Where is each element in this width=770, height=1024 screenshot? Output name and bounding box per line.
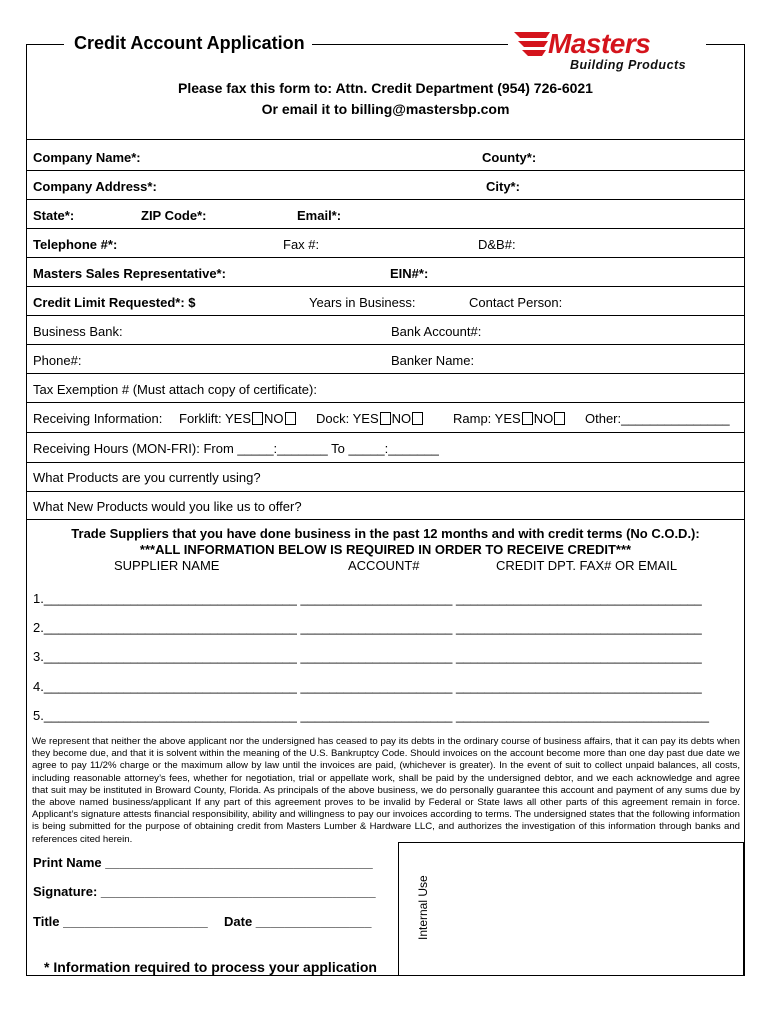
company-address-field[interactable]: Company Address*: <box>33 179 157 194</box>
row-divider <box>26 228 745 229</box>
supplier-row[interactable]: 1.___________________________________ _____________________ __________________________________ <box>33 591 702 606</box>
masters-logo <box>512 28 702 74</box>
credit-contact-header: CREDIT DPT. FAX# OR EMAIL <box>496 558 678 573</box>
internal-use-box <box>398 842 744 976</box>
print-name-field[interactable]: Print Name _____________________________________ <box>33 855 373 870</box>
dock-no-label: NO <box>391 411 412 426</box>
business-bank-field[interactable]: Business Bank: <box>33 324 123 339</box>
receiving-info-label: Receiving Information: <box>33 411 163 426</box>
required-footnote: * Information required to process your application <box>44 959 377 975</box>
receiving-hours-field[interactable]: Receiving Hours (MON-FRI): From _____:_______ To _____:_______ <box>33 441 439 456</box>
date-field[interactable]: Date ________________ <box>224 914 372 929</box>
years-in-business-field[interactable]: Years in Business: <box>309 295 416 310</box>
zip-field[interactable]: ZIP Code*: <box>141 208 207 223</box>
suppliers-required-note: ***ALL INFORMATION BELOW IS REQUIRED IN ORDER TO RECEIVE CREDIT*** <box>139 542 632 557</box>
sales-rep-field[interactable]: Masters Sales Representative*: <box>33 266 226 281</box>
phone-field[interactable]: Phone#: <box>33 353 82 368</box>
row-divider <box>26 491 745 492</box>
ramp-yes-checkbox[interactable] <box>522 412 533 425</box>
dock-option <box>316 411 424 426</box>
row-divider <box>26 519 745 520</box>
ramp-label: Ramp: YES <box>453 411 521 426</box>
forklift-label: Forklift: YES <box>179 411 252 426</box>
state-field[interactable]: State*: <box>33 208 75 223</box>
logo-swoosh-icon <box>512 30 552 60</box>
other-field[interactable]: Other:_______________ <box>585 411 730 426</box>
row-divider <box>26 462 745 463</box>
supplier-row[interactable]: 2.___________________________________ _____________________ __________________________________ <box>33 620 702 635</box>
bank-account-field[interactable]: Bank Account#: <box>391 324 482 339</box>
top-border-right <box>706 44 745 45</box>
dock-yes-checkbox[interactable] <box>380 412 391 425</box>
forklift-no-checkbox[interactable] <box>285 412 296 425</box>
telephone-field[interactable]: Telephone #*: <box>33 237 118 252</box>
row-divider <box>26 199 745 200</box>
row-divider <box>26 344 745 345</box>
county-field[interactable]: County*: <box>482 150 537 165</box>
row-divider <box>26 170 745 171</box>
ramp-no-label: NO <box>533 411 554 426</box>
row-divider <box>26 139 745 140</box>
ramp-no-checkbox[interactable] <box>554 412 565 425</box>
top-border-left <box>26 44 64 45</box>
supplier-row[interactable]: 5.___________________________________ _____________________ ___________________________________ <box>33 708 709 723</box>
row-divider <box>26 257 745 258</box>
forklift-option <box>179 411 297 426</box>
account-header: ACCOUNT# <box>348 558 420 573</box>
row-divider <box>26 286 745 287</box>
title-field[interactable]: Title ____________________ <box>33 914 208 929</box>
agreement-text: We represent that neither the above applicant nor the undersigned has ceased to pay its debts in the ordinary course of business affairs, that it can pay its debts when they become due, and that it is solvent within the meaning of the U.S. Bankruptcy Code. Should invoices on the account become more than one day past due date we agree to pay 11/2% charge or the maximum allow by law until the invoices are paid, (whichever is greater). In the event of suit to collect unpaid balances, all costs, including reasonable attorney’s fees, whether for negotiation, trial or appellate work, shall be paid by the undersigned debtor, and we each acknowledge and agree that suit may be instituted in Broward County, Florida. As principals of the above business, we do personally guarantee this account and payment of any sums due by the above named business/applicant If any part of this agreement proves to be invalid by Federal or State laws all other parts of this agreement remain in force. Applicant’s signature attests financial responsibility, ability and willingness to pay our invoices according to terms. The undersigned states that the following information is being submitted for the purpose of obtaining credit from Masters Lumber & Hardware LLC, and authorizes the investigation of this information through banks and references cited herein. <box>32 736 740 845</box>
signature-field[interactable]: Signature: ______________________________________ <box>33 884 376 899</box>
email-field[interactable]: Email*: <box>297 208 342 223</box>
supplier-row[interactable]: 4.___________________________________ _____________________ __________________________________ <box>33 679 702 694</box>
city-field[interactable]: City*: <box>486 179 520 194</box>
internal-use-label: Internal Use <box>416 875 430 940</box>
company-name-field[interactable]: Company Name*: <box>33 150 141 165</box>
fax-field[interactable]: Fax #: <box>283 237 320 252</box>
fax-instruction: Please fax this form to: Attn. Credit Department (954) 726-6021 <box>178 80 593 96</box>
row-divider <box>26 432 745 433</box>
logo-subtitle: Building Products <box>570 58 687 72</box>
banker-name-field[interactable]: Banker Name: <box>391 353 475 368</box>
row-divider <box>26 315 745 316</box>
form-title: Credit Account Application <box>68 33 311 54</box>
supplier-row[interactable]: 3.___________________________________ _____________________ __________________________________ <box>33 649 702 664</box>
dnb-field[interactable]: D&B#: <box>478 237 516 252</box>
row-divider <box>26 402 745 403</box>
ramp-option <box>453 411 566 426</box>
logo-word: Masters <box>548 28 651 59</box>
forklift-no-label: NO <box>264 411 284 426</box>
forklift-yes-checkbox[interactable] <box>252 412 263 425</box>
dock-no-checkbox[interactable] <box>412 412 423 425</box>
new-products-field[interactable]: What New Products would you like us to offer? <box>33 499 302 514</box>
row-divider <box>26 373 745 374</box>
suppliers-heading: Trade Suppliers that you have done business in the past 12 months and with credit terms (No C.O.D.): <box>71 526 700 541</box>
email-instruction: Or email it to billing@mastersbp.com <box>261 101 510 117</box>
supplier-name-header: SUPPLIER NAME <box>114 558 220 573</box>
top-border-mid <box>312 44 508 45</box>
dock-label: Dock: YES <box>316 411 379 426</box>
current-products-field[interactable]: What Products are you currently using? <box>33 470 261 485</box>
tax-exemption-field[interactable]: Tax Exemption # (Must attach copy of certificate): <box>33 382 317 397</box>
ein-field[interactable]: EIN#*: <box>390 266 429 281</box>
contact-person-field[interactable]: Contact Person: <box>469 295 563 310</box>
credit-limit-field[interactable]: Credit Limit Requested*: $ <box>33 295 196 310</box>
